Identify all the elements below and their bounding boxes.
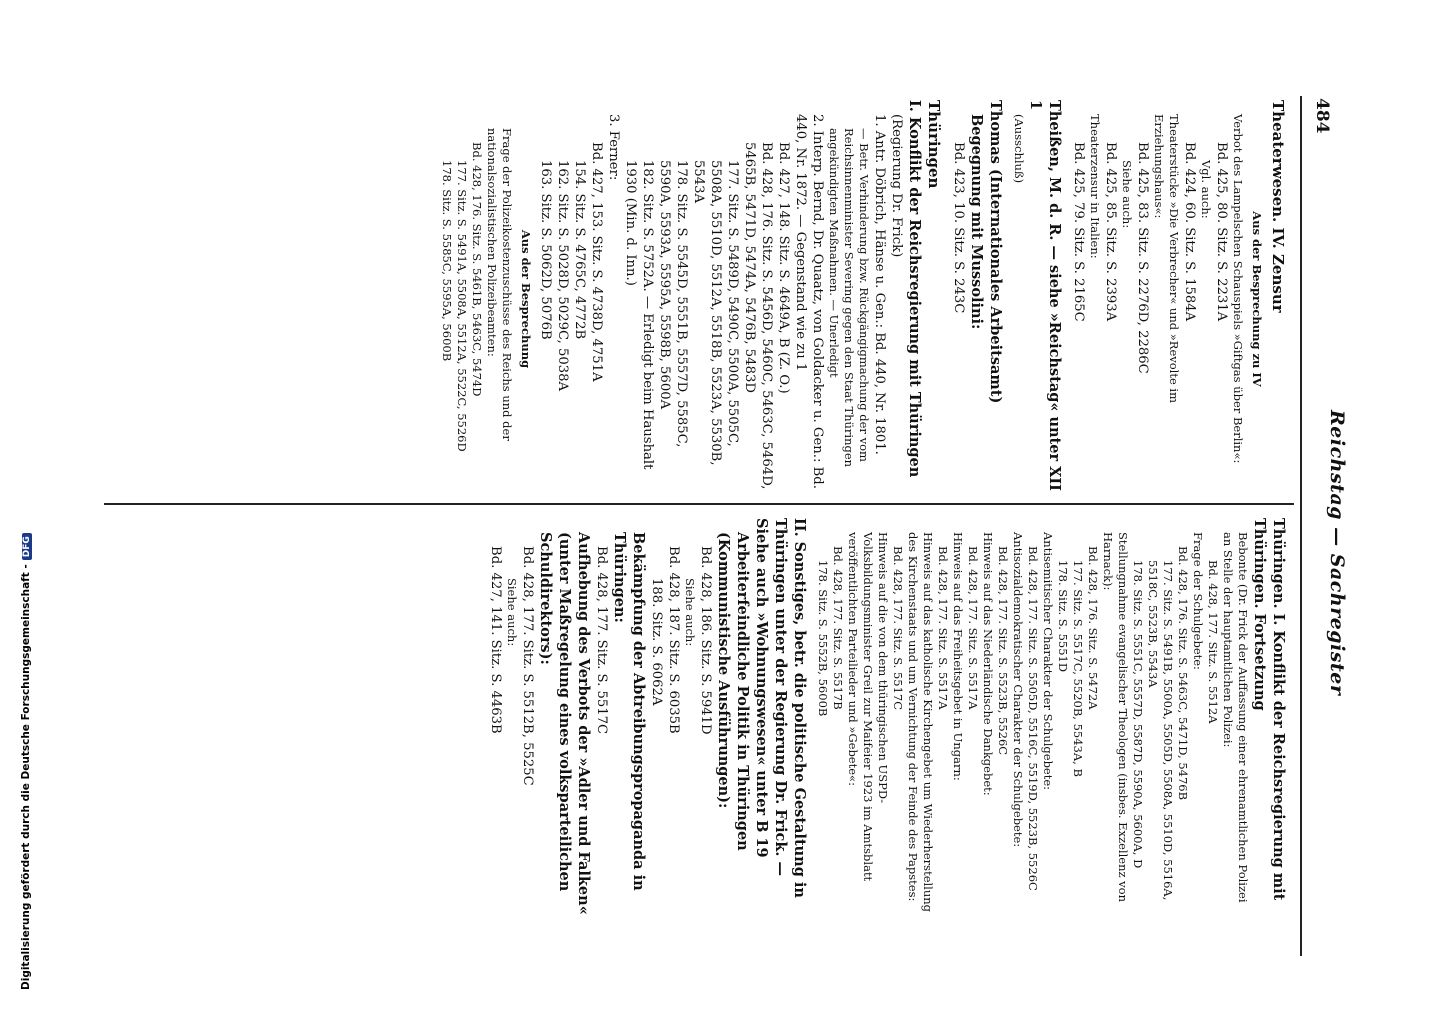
index-entry-right: Hinweis auf das katholische Kirchengebet um Wiederherstellung des Kirchenstaats und um Vernichtung der Feinde des Papstes:	[906, 532, 935, 913]
index-entry-left: (Regierung Dr. Frick)	[889, 114, 904, 258]
page-number: 484	[1312, 98, 1332, 134]
index-entry-right: Antisemitischer Charakter der Schulgebete:	[1041, 532, 1055, 791]
page-header	[1314, 0, 1434, 1000]
index-entry-left: Thomas (Internationales Arbeitsamt)	[987, 100, 1004, 404]
index-entry-right: Bd. 428, 177. Sitz. S. 5517A	[936, 546, 950, 710]
index-entry-left: 177. Sitz. S. 5491A, 5508A, 5512A, 5522C, 5526D	[455, 160, 469, 452]
index-entry-left: Verbot des Lampelschen Schauspiels »Giftgas über Berlin«:	[1231, 114, 1245, 464]
index-entry-left: Theaterzensur in Italien:	[1088, 114, 1102, 259]
index-entry-right: 188. Sitz. S. 6062A	[649, 578, 664, 706]
index-entry-left: 177. Sitz. S. 5489D, 5490C, 5500A, 5505C, 5508A, 5510D, 5512A, 5518B, 5523A, 5530B, 5543A	[691, 160, 740, 466]
index-entry-right: 178. Sitz. S. 5551C, 5557D, 5587D, 5590A, 5600A, D	[1131, 560, 1145, 869]
index-entry-left: Siehe auch:	[1120, 160, 1134, 229]
right-column	[487, 518, 1288, 916]
index-entry-left: Bd. 425, 79. Sitz. S. 2165C	[1071, 142, 1086, 322]
index-entry-left: 178. Sitz. S. 5545D, 5551B, 5557D, 5585C, 5590A, 5593A, 5595A, 5598B, 5600A	[657, 160, 689, 448]
index-entry-left: Bd. 428, 176. Sitz. S. 5461B, 5463C, 5474D	[470, 142, 484, 397]
index-entry-right: 177. Sitz. S. 5517C, 5520B, 5543A, B	[1071, 560, 1085, 777]
index-entry-right: Bd. 428, 187. Sitz. S. 6035B	[666, 546, 681, 734]
index-entry-left: Theaterstücke »Die Verbrecher« und »Revolte im Erziehungshaus«:	[1152, 114, 1181, 404]
index-entry-right: Bd. 428, 177. Sitz. S. 5505D, 5516C, 5519D, 5523B, 5526C	[1026, 546, 1040, 891]
index-entry-left: 178. Sitz. S. 5585C, 5595A, 5600B	[440, 160, 454, 362]
index-entry-right: Siehe auch:	[505, 578, 519, 647]
index-entry-left: Begegnung mit Mussolini:	[968, 114, 985, 330]
index-entry-right: Bd. 428, 176. Sitz. S. 5463C, 5471D, 5476B	[1176, 546, 1190, 801]
index-entry-left: Bd. 425, 83. Sitz. S. 2276D, 2286C	[1135, 142, 1150, 374]
column-divider	[104, 503, 1294, 505]
index-entry-right: Bd. 428, 177. Sitz. S. 5523B, 5526C	[996, 546, 1010, 756]
index-entry-left: 162. Sitz. S. 5028D, 5029C, 5038A	[555, 160, 570, 392]
index-entry-right: 178. Sitz. S. 5551D	[1056, 560, 1070, 673]
index-entry-right: Bd. 428, 177. Sitz. S. 5517C	[891, 546, 905, 711]
index-entry-left: Bd. 427, 153. Sitz. S. 4738D, 4751A	[589, 142, 604, 382]
index-entry-right: Hinweis auf die von dem thüringischen USPD-Volksbildungsminister Greil zur Maifeier 1923 im Amtsblatt veröffentlichten Parteilieder und »Gebete«:	[846, 532, 890, 882]
index-entry-left: 1. Antr. Döbrich, Hänse u. Gen.: Bd. 440, Nr. 1801.	[872, 114, 887, 455]
index-entry-right: Stellungnahme evangelischer Theologen (insbes. Exzellenz von Harnack):	[1101, 532, 1130, 903]
header-rule	[1300, 96, 1302, 956]
index-entry-right: 178. Sitz. S. 5552B, 5600B	[816, 560, 830, 717]
index-entry-right: Aufhebung des Verbots der »Adler und Falken« (unter Maßregelung eines volksparteilichen Schuldirektors):	[537, 532, 592, 915]
index-entry-right: 177. Sitz. S. 5491B, 5500A, 5505D, 5508A, 5510D, 5516A, 5518C, 5523B, 5543A	[1146, 560, 1175, 901]
index-entry-right: Bd. 427, 141. Sitz. S. 4463B	[488, 546, 503, 734]
index-entry-left: Bd. 423, 10. Sitz. S. 243C	[951, 142, 966, 314]
index-entry-left: Bd. 424, 60. Sitz. S. 1584A	[1182, 142, 1197, 322]
index-entry-left: Bd. 428, 176. Sitz. S. 5456D, 5460C, 5463C, 5464D, 5465B, 5471D, 5474A, 5476B, 5483D	[742, 142, 774, 490]
index-entry-left: 182. Sitz. S. 5752A. — Erledigt beim Haushalt 1930 (Min. d. Inn.)	[623, 160, 655, 470]
index-entry-left: Theaterwesen. IV. Zensur	[1269, 100, 1287, 313]
index-entry-left: Bd. 425, 85. Sitz. S. 2393A	[1103, 142, 1118, 322]
index-entry-right: Bekämpfung der Abtreibungspropaganda in Thüringen:	[611, 532, 647, 891]
index-entry-left: (Ausschluß)	[1012, 114, 1026, 184]
index-entry-right: Hinweis auf das Niederländische Dankgebet:	[981, 532, 995, 796]
index-entry-right: Bd. 428, 186. Sitz. S. 5941D	[698, 546, 713, 735]
index-entry-right: Frage der Schulgebete:	[1191, 532, 1205, 670]
index-entry-right: Bd. 428, 177. Sitz. S. 5512B, 5525C	[520, 546, 535, 786]
index-entry-left: Vgl. auch:	[1199, 160, 1213, 219]
index-entry-left: Aus der Besprechung	[519, 229, 533, 369]
running-head: Reichstag — Sachregister	[1326, 410, 1348, 696]
index-entry-left: I. Konflikt der Reichsregierung mit Thüringen	[906, 100, 923, 478]
index-entry-left: Bd. 427, 148. Sitz. S. 4649A, B (Z. O.)	[776, 142, 791, 394]
index-entry-left: 3. Ferner:	[606, 114, 621, 181]
index-entry-left: Bd. 425, 80. Sitz. S. 2231A	[1214, 142, 1229, 322]
index-entry-right: II. Sonstiges, betr. die politische Gestaltung in Thüringen unter der Regierung Dr. Frick. — Siehe auch »Wohnungswesen« unter B 19	[753, 518, 808, 898]
index-entry-left: Thüringen	[925, 100, 943, 189]
index-entry-right: Siehe auch:	[683, 578, 697, 647]
index-entry-right: Bd. 428, 177. Sitz. S. 5517A	[966, 546, 980, 710]
index-entry-left: 2. Interp. Bernd, Dr. Quaatz, von Goldacker u. Gen.: Bd. 440, Nr. 1872. — Gegenstand wie zu 1	[793, 114, 825, 489]
credit-text: Digitalisierung gefördert durch die Deutsche Forschungsgemeinschaft -	[20, 564, 32, 990]
index-entry-right: Hinweis auf das Freiheitsgebet in Ungarn:	[951, 532, 965, 781]
index-entry-left: Theißen, M. d. R. — siehe »Reichstag« unter XII 1	[1027, 100, 1063, 491]
left-column	[439, 100, 1288, 498]
index-entry-right: Bd. 428, 177. Sitz. S. 5512A	[1206, 560, 1220, 724]
index-entry-right: Bd. 428, 176. Sitz. S. 5472A	[1086, 546, 1100, 710]
index-entry-left: — Betr. Verhinderung bzw. Rückgängigmachung der vom Reichsinnenminister Severing gegen den Staat Thüringen angekündigten Maßnahmen. — Unerledigt	[827, 128, 871, 468]
index-entry-right: Bebonte (Dr. Frick der Auffassung einer ehrenamtlichen Polizei an Stelle der hauptamtlichen Polizei:	[1221, 532, 1250, 903]
index-entry-left: Frage der Polizeikostenzuschüsse des Reichs und der nationalsozialistischen Polizeibeamten:	[485, 128, 514, 441]
index-entry-left: 154. Sitz. S. 4765C, 4772B	[572, 160, 587, 340]
index-entry-right: Bd. 428, 177. Sitz. S. 5517C	[594, 546, 609, 735]
index-entry-left: 163. Sitz. S. 5062D, 5076B	[538, 160, 553, 340]
dfg-logo: DFG	[22, 533, 32, 560]
index-entry-right: Arbeiterfeindliche Politik in Thüringen (Kommunistische Ausführungen):	[715, 532, 751, 851]
index-entry-left: Aus der Besprechung zu IV	[1250, 211, 1264, 387]
index-entry-right: Antisozialdemokratischer Charakter der Schulgebete:	[1011, 532, 1025, 848]
index-entry-right: Thüringen. I. Konflikt der Reichsregierung mit Thüringen. Fortsetzung	[1251, 518, 1287, 901]
index-entry-right: Bd. 428, 177. Sitz. S. 5517B	[831, 546, 845, 710]
